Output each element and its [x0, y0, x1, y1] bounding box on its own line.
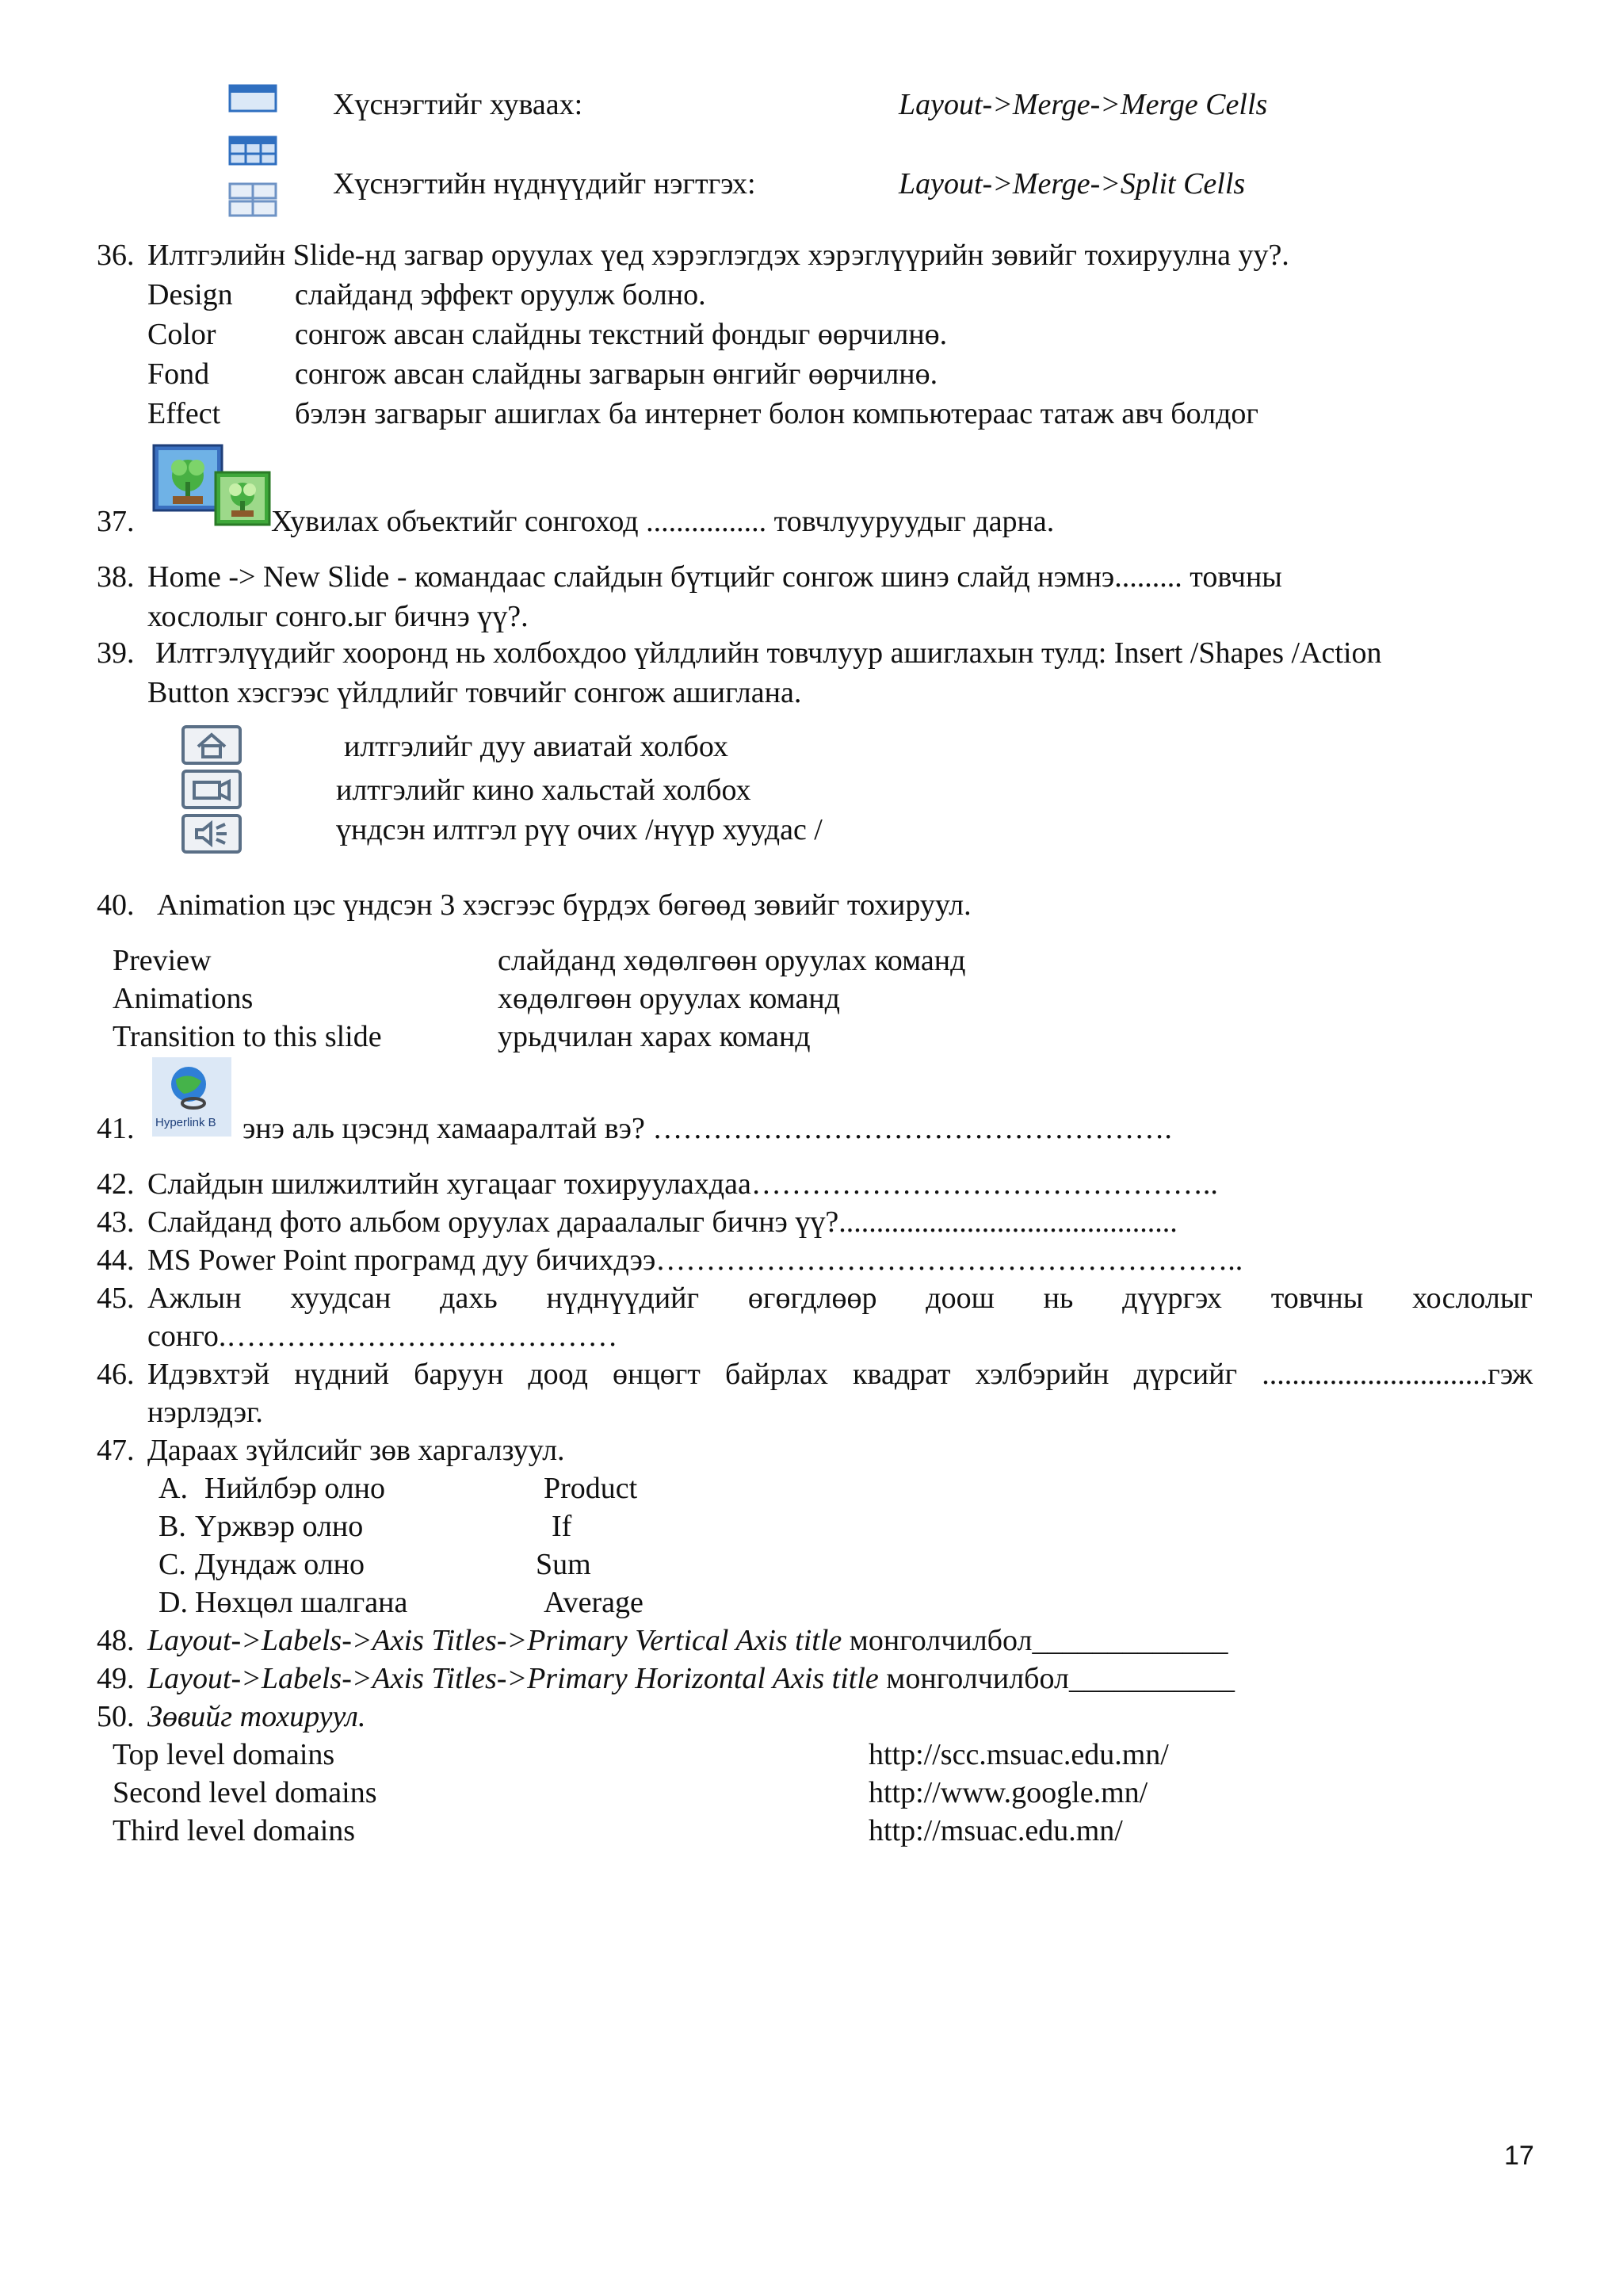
q46-line2: нэрлэдэг. — [147, 1396, 263, 1429]
q38-line2: хослолыг сонго.ыг бичнэ үү?. — [147, 600, 529, 633]
q36-number: 36. — [97, 239, 135, 272]
q47-left: Нийлбэр олно — [204, 1472, 386, 1505]
movie-icon — [181, 769, 242, 810]
q40-desc: хөдөлгөөн оруулах команд — [498, 982, 841, 1015]
q45-word: доош — [926, 1282, 995, 1315]
q40-term: Animations — [113, 982, 254, 1015]
q36-desc: сонгож авсан слайдны текстний фондыг өөрчилнө. — [295, 318, 948, 351]
q49-rest: монголчилбол___________ — [878, 1662, 1235, 1695]
q46-word: дүрсийг — [1133, 1358, 1238, 1391]
q40-desc: слайданд хөдөлгөөн оруулах команд — [498, 944, 966, 977]
q47-letter: A. — [158, 1472, 188, 1505]
q47-text: Дараах зүйлсийг зөв харгалзуул. — [147, 1434, 565, 1467]
q43-text: Слайданд фото альбом оруулах дараалалыг бичнэ үү?............................................. — [147, 1205, 1178, 1239]
q47-number: 47. — [97, 1434, 135, 1467]
q46-word: Идэвхтэй — [147, 1358, 270, 1391]
q41-number: 41. — [97, 1112, 135, 1145]
q44-text: MS Power Point програмд дуу бичихдээ………………………………………………….. — [147, 1244, 1243, 1277]
q39-line2: Button хэсгээс үйлдлийг товчийг сонгож ашиглана. — [147, 676, 802, 709]
q39-item: илтгэлийг кино хальстай холбох — [336, 774, 751, 807]
q50-left: Top level domains — [113, 1738, 335, 1771]
q47-letter: B. — [158, 1510, 186, 1543]
q48-rest: монголчилбол_____________ — [842, 1624, 1228, 1657]
q42-number: 42. — [97, 1167, 135, 1201]
split-cells-icon — [228, 181, 279, 219]
q36-term: Design — [147, 278, 233, 311]
q46-word: байрлах — [725, 1358, 828, 1391]
q45-word: хослолыг — [1412, 1282, 1533, 1315]
q46-line1 — [147, 1357, 1533, 1393]
q50-left: Third level domains — [113, 1814, 356, 1847]
plant-picture-icon — [152, 444, 223, 512]
q46-word: өнцөгт — [613, 1358, 701, 1391]
q36-text: Илтгэлийн Slide-нд загвар оруулах үед хэрэглэгдэх хэрэглүүрийн зөвийг тохируулна уу?. — [147, 239, 1289, 272]
q50-right: http://msuac.edu.mn/ — [869, 1814, 1123, 1847]
q50-left: Second level domains — [113, 1776, 377, 1809]
q39-number: 39. — [97, 636, 135, 670]
q48-number: 48. — [97, 1624, 135, 1657]
q45-line1 — [147, 1281, 1533, 1317]
q45-word: дахь — [440, 1282, 498, 1315]
q48-italic: Layout->Labels->Axis Titles->Primary Vertical Axis title — [147, 1624, 842, 1657]
q36-desc: сонгож авсан слайдны загварын өнгийг өөрчилнө. — [295, 357, 938, 391]
q36-term: Color — [147, 318, 216, 351]
home-icon — [181, 724, 242, 766]
q46-word: ..............................гэж — [1262, 1358, 1533, 1391]
q47-left: Дундаж олно — [195, 1548, 365, 1581]
merge-command: Layout->Merge->Merge Cells — [899, 88, 1268, 121]
q47-right: Product — [544, 1472, 638, 1505]
q49-number: 49. — [97, 1662, 135, 1695]
merge-label: Хүснэгтийг хуваах: — [333, 88, 583, 121]
q46-word: нүдний — [294, 1358, 390, 1391]
q39-item: үндсэн илтгэл рүү очих /нүүр хуудас / — [336, 813, 823, 846]
q45-word: өгөгдлөөр — [747, 1282, 877, 1315]
q45-word: Ажлын — [147, 1282, 242, 1315]
q46-word: баруун — [414, 1358, 504, 1391]
q36-term: Effect — [147, 397, 221, 430]
q36-desc: слайданд эффект оруулж болно. — [295, 278, 706, 311]
q44-number: 44. — [97, 1244, 135, 1277]
page-number: 17 — [1504, 2141, 1534, 2171]
q49-italic: Layout->Labels->Axis Titles->Primary Horizontal Axis title — [147, 1662, 879, 1695]
q50-number: 50. — [97, 1700, 135, 1733]
q38-line1: Home -> New Slide - командаас слайдын бүтцийг сонгож шинэ слайд нэмнэ......... товчны — [147, 560, 1282, 594]
q43-number: 43. — [97, 1205, 135, 1239]
q39-line1: Илтгэлүүдийг хооронд нь холбохдоо үйлдлийн товчлуур ашиглахын тулд: Insert /Shapes /Action — [155, 636, 1382, 670]
q42-text: Слайдын шилжилтийн хугацааг тохируулахдаа……………………………………….. — [147, 1167, 1218, 1201]
q41-text: энэ аль цэсэнд хамааралтай вэ? ……………………………………………. — [242, 1112, 1172, 1145]
q49-line — [147, 1661, 1235, 1698]
q46-word: хэлбэрийн — [975, 1358, 1109, 1391]
q47-right: Average — [544, 1586, 643, 1619]
q45-line2: сонго.………………………………… — [147, 1320, 618, 1353]
merge-cells-icon — [228, 82, 279, 114]
q48-line — [147, 1623, 1228, 1660]
q47-right: Sum — [536, 1548, 591, 1581]
table-icon — [228, 135, 279, 166]
q47-right: If — [552, 1510, 572, 1543]
split-label: Хүснэгтийн нүднүүдийг нэгтгэх: — [333, 167, 756, 201]
hyperlink-icon-label: Hyperlink B — [155, 1116, 216, 1129]
q46-number: 46. — [97, 1358, 135, 1391]
q45-word: товчны — [1270, 1282, 1364, 1315]
q47-left: Үржвэр олно — [195, 1510, 364, 1543]
q47-left: Нөхцөл шалгана — [195, 1586, 408, 1619]
q38-number: 38. — [97, 560, 135, 594]
q46-word: квадрат — [853, 1358, 951, 1391]
q50-right: http://www.google.mn/ — [869, 1776, 1148, 1809]
plant-picture-copy-icon — [214, 471, 271, 526]
q45-word: нь — [1043, 1282, 1074, 1315]
q37-text: Хувилах объектийг сонгоход ................ товчлууруудыг дарна. — [271, 505, 1055, 538]
q47-letter: C. — [158, 1548, 186, 1581]
q39-item: илтгэлийг дуу авиатай холбох — [344, 730, 728, 763]
q50-right: http://scc.msuac.edu.mn/ — [869, 1738, 1169, 1771]
q36-term: Fond — [147, 357, 210, 391]
q46-word: доод — [528, 1358, 588, 1391]
q37-number: 37. — [97, 505, 135, 538]
q45-word: дүүргэх — [1122, 1282, 1222, 1315]
sound-icon — [181, 813, 242, 854]
q40-desc: урьдчилан харах команд — [498, 1020, 811, 1053]
q40-term: Transition to this slide — [113, 1020, 382, 1053]
q40-term: Preview — [113, 944, 212, 977]
q50-text: Зөвийг тохируул. — [147, 1700, 366, 1733]
q40-number: 40. — [97, 888, 135, 922]
q45-number: 45. — [97, 1282, 135, 1315]
q45-word: нүднүүдийг — [546, 1282, 700, 1315]
split-command: Layout->Merge->Split Cells — [899, 167, 1246, 201]
q45-word: хуудсан — [290, 1282, 391, 1315]
q36-desc: бэлэн загварыг ашиглах ба интернет болон компьютераас татаж авч болдог — [295, 397, 1258, 430]
q47-letter: D. — [158, 1586, 188, 1619]
q40-text: Animation цэс үндсэн 3 хэсгээс бүрдэх бөгөөд зөвийг тохируул. — [157, 888, 972, 922]
